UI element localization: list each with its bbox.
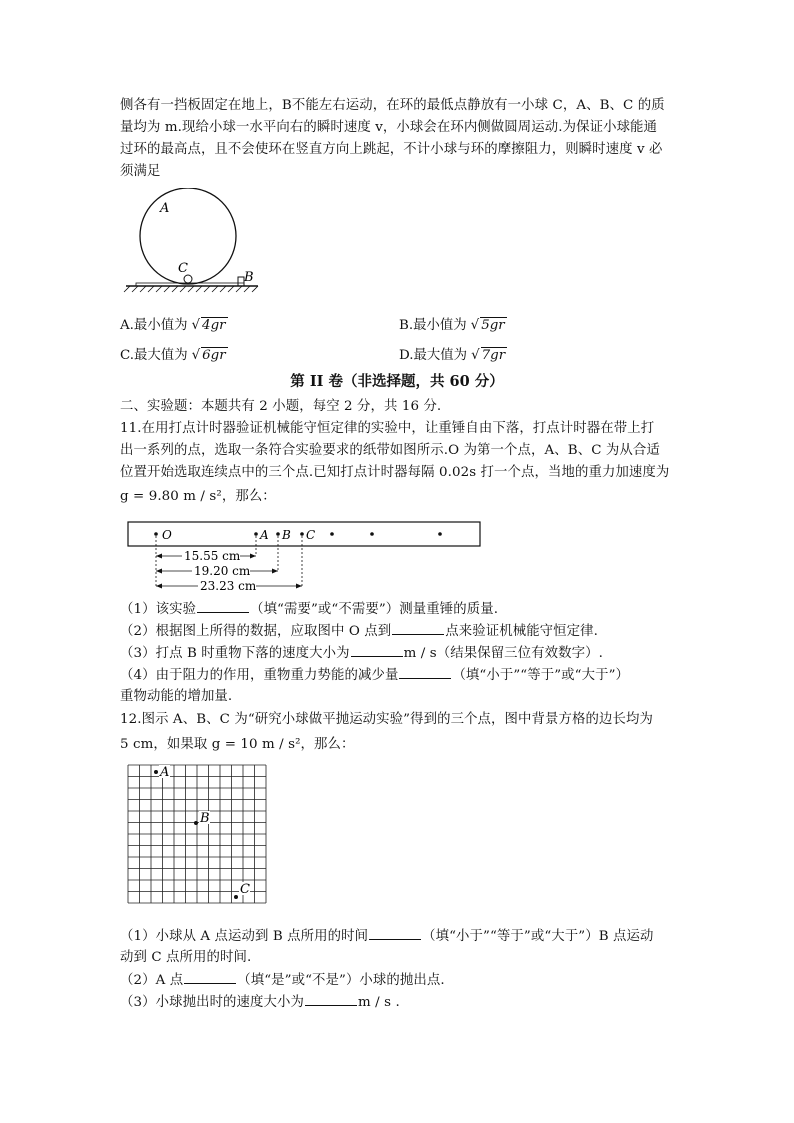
q11-sub-4-text: （4）由于阻力的作用，重物重力势能的减少量: [120, 668, 399, 683]
q11-sub-4-text-end: （填“小于”“等于”或“大于”）: [452, 668, 630, 683]
distance-oc: 23.23 cm: [200, 579, 257, 593]
q12-sub-3: [120, 991, 400, 1014]
option-b-prefix: B.最小值为: [399, 318, 467, 333]
distance-ob: 19.20 cm: [194, 564, 251, 578]
grid-figure: [126, 763, 268, 913]
q11-sub-4-blank[interactable]: [399, 664, 451, 679]
q12-stem-line-1: 12.图示 A、B、C 为“研究小球做平抛运动实验”得到的三个点，图中背景方格的边长均为: [120, 712, 653, 727]
q10-stem-line-4: 须满足: [120, 164, 161, 179]
q10-stem-line-3: 过环的最高点，且不会使环在竖直方向上跳起，不计小球与环的摩擦阻力，则瞬时速度 v 必: [120, 142, 663, 157]
q12-sub-2: [120, 969, 445, 992]
option-c-prefix: C.最大值为: [120, 348, 188, 363]
q11-stem-line-4: g = 9.80 m / s²，那么：: [120, 489, 276, 504]
q12-sub-3-text: （3）小球抛出时的速度大小为: [120, 995, 304, 1010]
q11-sub-1: [120, 598, 498, 621]
option-d-radicand: 7gr: [481, 348, 506, 363]
q12-sub-1: [120, 925, 653, 948]
q11-sub-3-text-end: m / s（结果保留三位有效数字）.: [403, 646, 603, 661]
label-c: C: [178, 261, 188, 276]
q12-sub-1-text: （1）小球从 A 点运动到 B 点所用的时间: [120, 929, 369, 944]
tape-label-b: B: [282, 528, 291, 542]
grid-label-a: A: [160, 765, 170, 780]
q11-sub-3-blank[interactable]: [351, 642, 403, 657]
ring-figure: [118, 188, 268, 303]
dot-a: [254, 532, 258, 536]
option-c-radicand: 6gr: [202, 348, 226, 363]
grid-point-b: [194, 821, 198, 825]
q11-sub-2-text-end: 点来验证机械能守恒定律.: [445, 624, 599, 639]
paper-tape-figure: [126, 518, 486, 596]
q12-sub-1-continued: 动到 C 点所用的时间.: [120, 950, 252, 965]
q11-sub-2: [120, 620, 598, 643]
tape-label-a: A: [260, 528, 269, 542]
dot-6: [438, 532, 442, 536]
option-a-radicand: 4gr: [202, 318, 226, 333]
option-d-prefix: D.最大值为: [399, 348, 468, 363]
q12-sub-3-text-end: m / s .: [358, 995, 400, 1010]
tape-label-c: C: [306, 528, 316, 542]
q11-sub-3: [120, 642, 603, 665]
q12-stem-line-2: 5 cm，如果取 g = 10 m / s²，那么：: [120, 737, 355, 752]
tape-strip: [128, 522, 480, 546]
q12-sub-2-text-end: （填“是”或“不是”）小球的抛出点.: [237, 973, 445, 988]
option-d: D.最大值为 √ 7gr: [399, 348, 506, 363]
q11-stem-line-3: 位置开始选取连续点中的三个点.已知打点计时器每隔 0.02s 打一个点，当地的重力加速度为: [120, 465, 670, 480]
ball-c: [184, 275, 192, 283]
q12-sub-2-text: （2）A 点: [120, 973, 184, 988]
label-b: B: [244, 270, 254, 285]
q12-sub-1-text-end: （填“小于”“等于”或“大于”）B 点运动: [422, 929, 654, 944]
grid-label-b: B: [200, 811, 210, 826]
q11-stem-line-1: 11.在用打点计时器验证机械能守恒定律的实验中，让重锤自由下落，打点计时器在带上打: [120, 421, 655, 436]
option-b: B.最小值为 √ 5gr: [399, 318, 505, 333]
q12-sub-3-blank[interactable]: [305, 991, 357, 1006]
option-c: C.最大值为 √ 6gr: [120, 348, 226, 363]
q12-sub-1-blank[interactable]: [369, 925, 421, 940]
q11-sub-1-text-end: （填“需要”或“不需要”）测量重锤的质量.: [250, 602, 499, 617]
q10-stem-line-1: 侧各有一挡板固定在地上，B不能左右运动，在环的最低点静放有一小球 C，A、B、C 的质: [120, 98, 665, 113]
grid-point-c: [234, 895, 238, 899]
dot-4: [330, 532, 334, 536]
ring-circle: [140, 188, 236, 284]
q11-sub-1-blank[interactable]: [197, 598, 249, 613]
q12-sub-2-blank[interactable]: [184, 969, 236, 984]
q11-sub-3-text: （3）打点 B 时重物下落的速度大小为: [120, 646, 350, 661]
option-a: A.最小值为 √ 4gr: [120, 318, 226, 333]
q11-sub-4: [120, 664, 629, 687]
q11-stem-line-2: 出一系列的点，选取一条符合实验要求的纸带如图所示.O 为第一个点，A、B、C 为从合适: [120, 443, 660, 458]
q10-stem-line-2: 量均为 m.现给小球一水平向右的瞬时速度 v，小球会在环内侧做圆周运动.为保证小球能通: [120, 120, 658, 135]
dot-c: [300, 532, 304, 536]
ground-hatching: [124, 286, 258, 292]
q11-sub-2-text: （2）根据图上所得的数据，应取图中 O 点到: [120, 624, 392, 639]
dot-5: [370, 532, 374, 536]
dot-b: [276, 532, 280, 536]
section-intro: 二、实验题：本题共有 2 小题，每空 2 分，共 16 分.: [120, 399, 442, 414]
option-b-radicand: 5gr: [481, 318, 505, 333]
q11-sub-2-blank[interactable]: [392, 620, 444, 635]
label-a: A: [160, 201, 170, 216]
grid-label-c: C: [240, 882, 250, 897]
distance-oa: 15.55 cm: [184, 549, 241, 563]
tape-label-o: O: [162, 528, 172, 542]
q11-sub-4-continued: 重物动能的增加量.: [120, 689, 233, 704]
option-a-prefix: A.最小值为: [120, 318, 188, 333]
q11-sub-1-text: （1）该实验: [120, 602, 197, 617]
dot-o: [154, 532, 158, 536]
grid-point-a: [154, 770, 158, 774]
part2-heading: 第 II 卷（非选择题，共 60 分）: [290, 373, 504, 390]
